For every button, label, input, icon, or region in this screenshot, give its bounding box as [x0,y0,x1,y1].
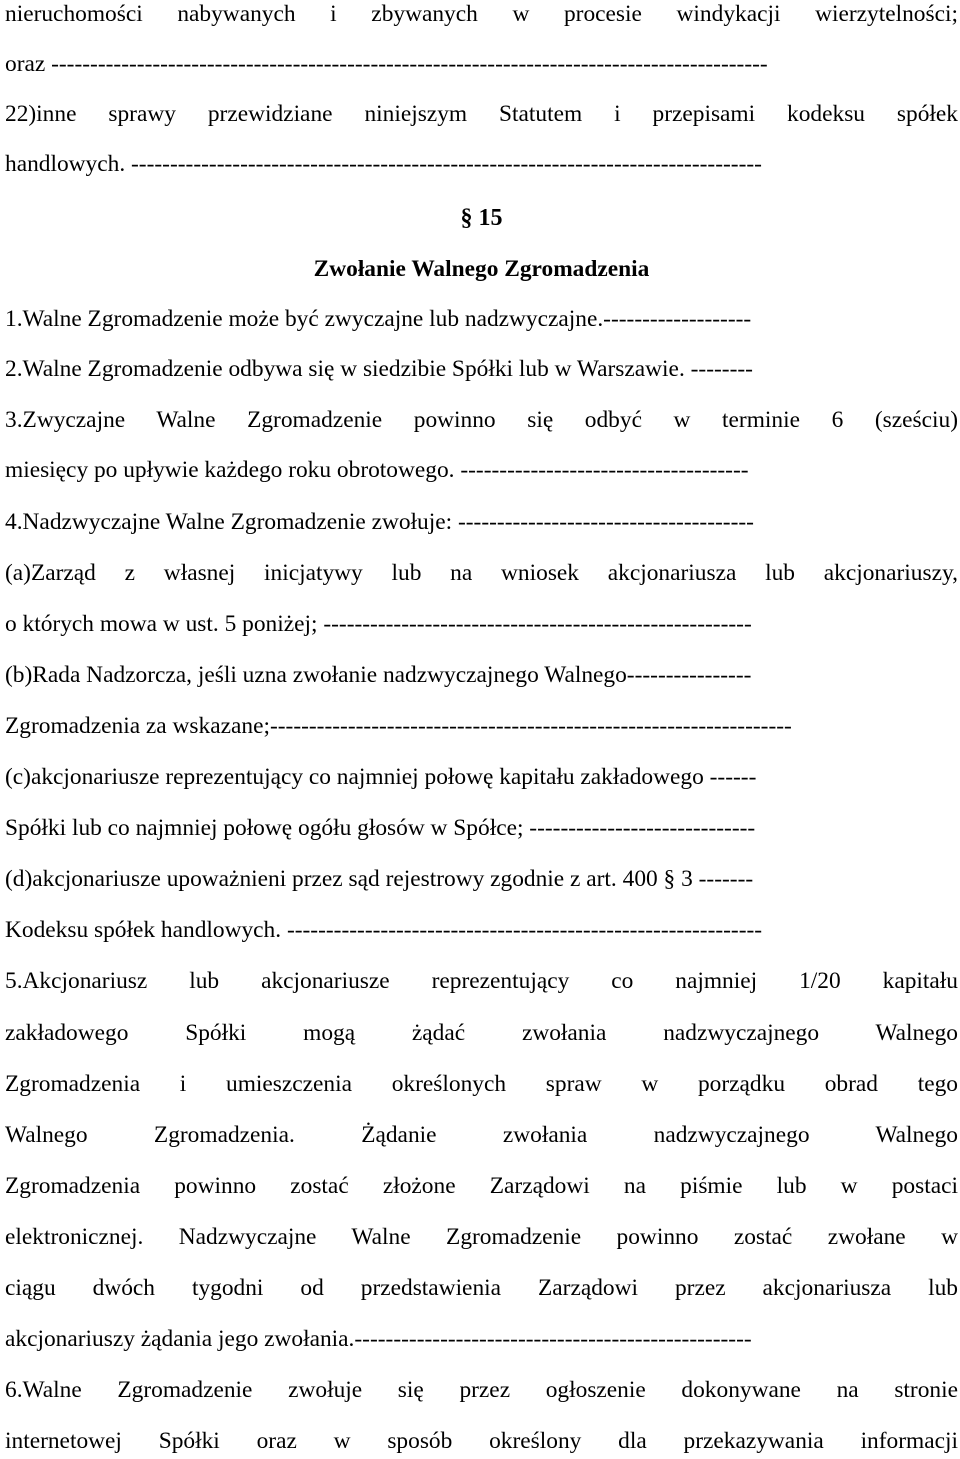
text-line: 4.Nadzwyczajne Walne Zgromadzenie zwołuje: -------------------------------------- [5,509,754,535]
text-line: Spółki lub co najmniej połowę ogółu głosów w Spółce; ----------------------------- [5,815,756,841]
text-line: 6.Walne Zgromadzenie zwołuje się przez ogłoszenie dokonywane na stronie [5,1377,958,1403]
text-line: Kodeksu spółek handlowych. ------------------------------------------------------------- [5,917,763,943]
text-line: 1.Walne Zgromadzenie może być zwyczajne lub nadzwyczajne.------------------- [5,306,752,332]
section-title: Zwołanie Walnego Zgromadzenia [313,256,650,282]
text-line: miesięcy po upływie każdego roku obrotowego. ------------------------------------- [5,457,749,483]
text-line: akcjonariuszy żądania jego zwołania.--------------------------------------------------- [5,1326,752,1352]
section-number: § 15 [460,205,503,231]
text-line: o których mowa w ust. 5 poniżej; ------------------------------------------------------- [5,611,752,637]
text-line: elektronicznej. Nadzwyczajne Walne Zgromadzenie powinno zostać zwołane w [5,1224,958,1250]
text-line: internetowej Spółki oraz w sposób określony dla przekazywania informacji [5,1428,958,1454]
text-line: (b)Rada Nadzorcza, jeśli uzna zwołanie nadzwyczajnego Walnego---------------- [5,662,752,688]
text-line: Zgromadzenia powinno zostać złożone Zarządowi na piśmie lub w postaci [5,1173,958,1199]
text-line: (d)akcjonariusze upoważnieni przez sąd rejestrowy zgodnie z art. 400 § 3 ------- [5,866,754,892]
text-line: ciągu dwóch tygodni od przedstawienia Zarządowi przez akcjonariusza lub [5,1275,958,1301]
text-line: nieruchomości nabywanych i zbywanych w procesie windykacji wierzytelności; [5,1,958,27]
text-line: Zgromadzenia i umieszczenia określonych spraw w porządku obrad tego [5,1071,958,1097]
text-line: 22)inne sprawy przewidziane niniejszym Statutem i przepisami kodeksu spółek [5,101,958,127]
text-line: 3.Zwyczajne Walne Zgromadzenie powinno się odbyć w terminie 6 (sześciu) [5,407,958,433]
text-line: Walnego Zgromadzenia. Żądanie zwołania nadzwyczajnego Walnego [5,1122,958,1148]
text-line: zakładowego Spółki mogą żądać zwołania nadzwyczajnego Walnego [5,1020,958,1046]
text-line: handlowych. --------------------------------------------------------------------------------- [5,151,762,177]
text-line: 5.Akcjonariusz lub akcjonariusze reprezentujący co najmniej 1/20 kapitału [5,968,958,994]
text-line: oraz -------------------------------------------------------------------------------------------- [5,51,768,77]
text-line: Zgromadzenia za wskazane;------------------------------------------------------------------- [5,713,792,739]
text-line: (c)akcjonariusze reprezentujący co najmniej połowę kapitału zakładowego ------ [5,764,757,790]
text-line: (a)Zarząd z własnej inicjatywy lub na wniosek akcjonariusza lub akcjonariuszy, [5,560,958,586]
text-line: 2.Walne Zgromadzenie odbywa się w siedzibie Spółki lub w Warszawie. -------- [5,356,753,382]
